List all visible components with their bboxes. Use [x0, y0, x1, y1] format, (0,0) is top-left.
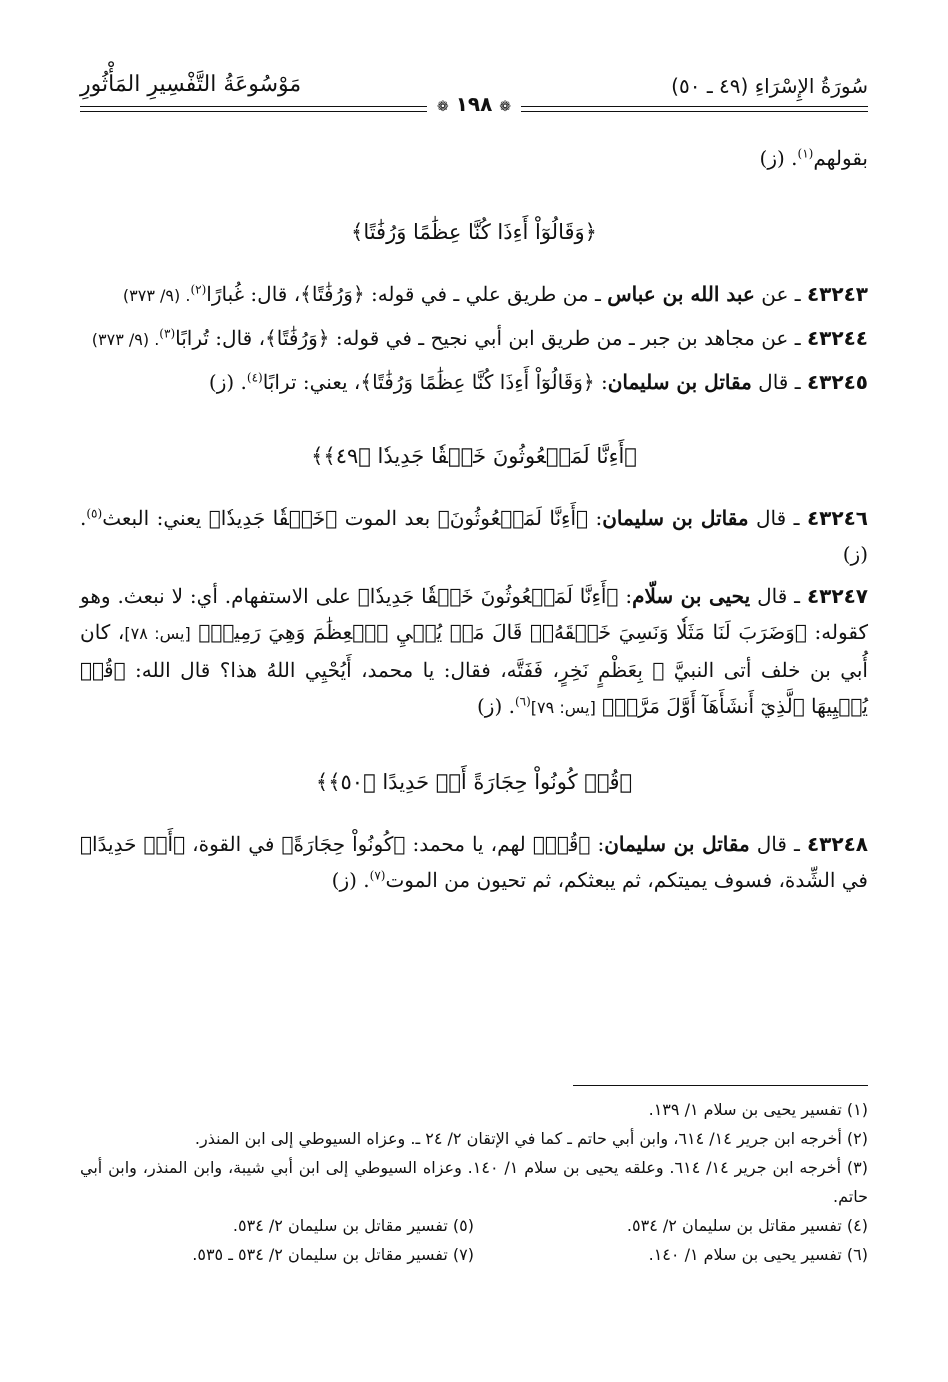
- narrator-name: مقاتل بن سليمان: [602, 506, 749, 530]
- footnotes: [80, 1095, 868, 1269]
- footnote-7: (٧) تفسير مقاتل بن سليمان ٢/ ٥٣٤ ـ ٥٣٥.: [192, 1245, 474, 1264]
- opening-line: بقولهم$^{(١)}$. (ز): [759, 146, 868, 170]
- narrator-name: عبد الله بن عباس: [607, 282, 755, 306]
- footnote-row: [80, 1240, 868, 1269]
- ornament-icon: ❁: [499, 99, 512, 115]
- surah-title: سُورَةُ الإِسْرَاءِ (٤٩ ـ ٥٠): [671, 74, 868, 98]
- quran-ref: [يس: ٧٨]: [124, 624, 191, 643]
- ayah-heading: ﴿أَءِنَّا لَمَبۡعُوثُونَ خَلۡقٗا جَدِيدٗا ﴿٤٩﴾﴾: [311, 444, 637, 468]
- entry-43248: ٤٣٢٤٨ ـ قال مقاتل بن سليمان: ﴿قُلۡ﴾ لهم، يا محمد: ﴿كُونُواْ حِجَارَةً﴾ في القوة، ﴿أَوۡ حَدِيدًا﴾ في الشِّدة، فسوف يميتكم، ثم يبعثكم، ثم تحيون من الموت$^{(٧)}$. (ز): [80, 832, 868, 892]
- ayah-heading: ﴿وَقَالُوٓاْ أَءِذَا كُنَّا عِظَٰمًا وَرُفَٰتًا﴾: [351, 220, 597, 244]
- narrator-name: يحيى بن سلّام: [632, 584, 751, 608]
- footnote-ref[interactable]: (٧): [369, 868, 386, 883]
- footnote-4: (٤) تفسير مقاتل بن سليمان ٢/ ٥٣٤.: [626, 1216, 868, 1235]
- entry-number: ٤٣٢٤٣: [806, 282, 868, 306]
- marker: . (ز): [331, 868, 370, 892]
- footnote-1: (١) تفسير يحيى بن سلام ١/ ١٣٩.: [648, 1100, 868, 1119]
- entry-43243: ٤٣٢٤٣ ـ عن عبد الله بن عباس ـ من طريق علي ـ في قوله: ﴿وَرُفَٰتًا﴾، قال: غُبارًا$^{(٢)}$. (٩/ ٣٧٣): [122, 282, 868, 306]
- volume-ref: . (٩/ ٣٧٣): [91, 330, 160, 349]
- narrator-name: مقاتل بن سليمان: [607, 370, 752, 394]
- footnote-3: (٣) أخرجه ابن جرير ١٤/ ٦١٤. وعلقه يحيى بن سلام ١/ ١٤٠. وعزاه السيوطي إلى ابن أبي شيبة، وابن المنذر، وابن أبي حاتم.: [80, 1158, 868, 1206]
- ornament-icon: ❁: [436, 99, 449, 115]
- marker: . (ز): [80, 506, 868, 566]
- entry-number: ٤٣٢٤٦: [806, 506, 868, 530]
- entry-number: ٤٣٢٤٤: [806, 326, 868, 350]
- book-title: مَوْسُوعَةُ التَّفْسِيرِ المَأْثُورِ: [80, 72, 302, 97]
- quran-ref: [يس: ٧٩]: [530, 698, 596, 717]
- narrator-name: مقاتل بن سليمان: [604, 832, 750, 856]
- footnote-ref[interactable]: (٢): [190, 282, 207, 297]
- entry-43245: ٤٣٢٤٥ ـ قال مقاتل بن سليمان: ﴿وَقَالُوٓاْ أَءِذَا كُنَّا عِظَٰمًا وَرُفَٰتًا﴾، يعني: ترابًا$^{(٤)}$. (ز): [208, 370, 868, 394]
- entry-number: ٤٣٢٤٧: [806, 584, 869, 608]
- entry-43247: ٤٣٢٤٧ ـ قال يحيى بن سلّام: ﴿أَءِنَّا لَمَبۡعُوثُونَ خَلۡقٗا جَدِيدٗا﴾ على الاستفهام. أي: لا نبعث. وهو كقوله: ﴿وَضَرَبَ لَنَا مَثَلٗا وَنَسِيَ خَلۡقَهُۥۖ قَالَ مَنۡ يُحۡيِ ٱلۡعِظَٰمَ وَهِيَ رَمِيمٞ﴾ [يس: ٧٨]، كان أُبي بن خلف أتى النبيَّ ﷺ بِعَظْمٍ نَخِرٍ، فَفَتَّه، فقال: يا محمد، أَيُحْيِي اللهُ هذا؟ قال الله: ﴿قُلۡ يُحۡيِيهَا ٱلَّذِيٓ أَنشَأَهَآ أَوَّلَ مَرَّةٖ﴾ [يس: ٧٩]$^{(٦)}$. (ز): [80, 584, 869, 718]
- footnote-6: (٦) تفسير يحيى بن سلام ١/ ١٤٠.: [648, 1245, 868, 1264]
- footnote-row: [80, 1211, 868, 1240]
- running-header: [80, 68, 868, 118]
- entry-43246: ٤٣٢٤٦ ـ قال مقاتل بن سليمان: ﴿أَءِنَّا لَمَبۡعُوثُونَ﴾ بعد الموت ﴿خَلۡقٗا جَدِيدٗا﴾ يعني: البعث$^{(٥)}$. (ز): [80, 506, 868, 566]
- footnote-2: (٢) أخرجه ابن جرير ١٤/ ٦١٤، وابن أبي حاتم ـ كما في الإتقان ٢/ ٢٤ ـ. وعزاه السيوطي إلى ابن المنذر.: [194, 1129, 868, 1148]
- page-number: ١٩٨: [455, 92, 493, 116]
- footnote-ref[interactable]: (١): [797, 146, 814, 161]
- footnote-separator: [573, 1085, 868, 1086]
- entry-number: ٤٣٢٤٥: [806, 370, 868, 394]
- entry-number: ٤٣٢٤٨: [806, 832, 868, 856]
- marker: . (ز): [208, 370, 247, 394]
- footnote-ref[interactable]: (٦): [514, 694, 531, 709]
- entry-43244: ٤٣٢٤٤ ـ عن مجاهد بن جبر ـ من طريق ابن أبي نجيح ـ في قوله: ﴿وَرُفَٰتًا﴾، قال: تُرابًا$^{(٣)}$. (٩/ ٣٧٣): [91, 326, 868, 350]
- footnote-ref[interactable]: (٣): [159, 326, 176, 341]
- footnote-5: (٥) تفسير مقاتل بن سليمان ٢/ ٥٣٤.: [232, 1216, 474, 1235]
- page-number-box: [427, 92, 521, 116]
- footnote-ref[interactable]: (٤): [246, 370, 263, 385]
- ayah-heading: ﴿قُلۡ كُونُواْ حِجَارَةً أَوۡ حَدِيدًا ﴿٥٠﴾﴾: [315, 770, 633, 794]
- volume-ref: . (٩/ ٣٧٣): [122, 286, 191, 305]
- footnote-ref[interactable]: (٥): [86, 506, 103, 521]
- main-text: [80, 140, 868, 904]
- marker: . (ز): [476, 694, 515, 718]
